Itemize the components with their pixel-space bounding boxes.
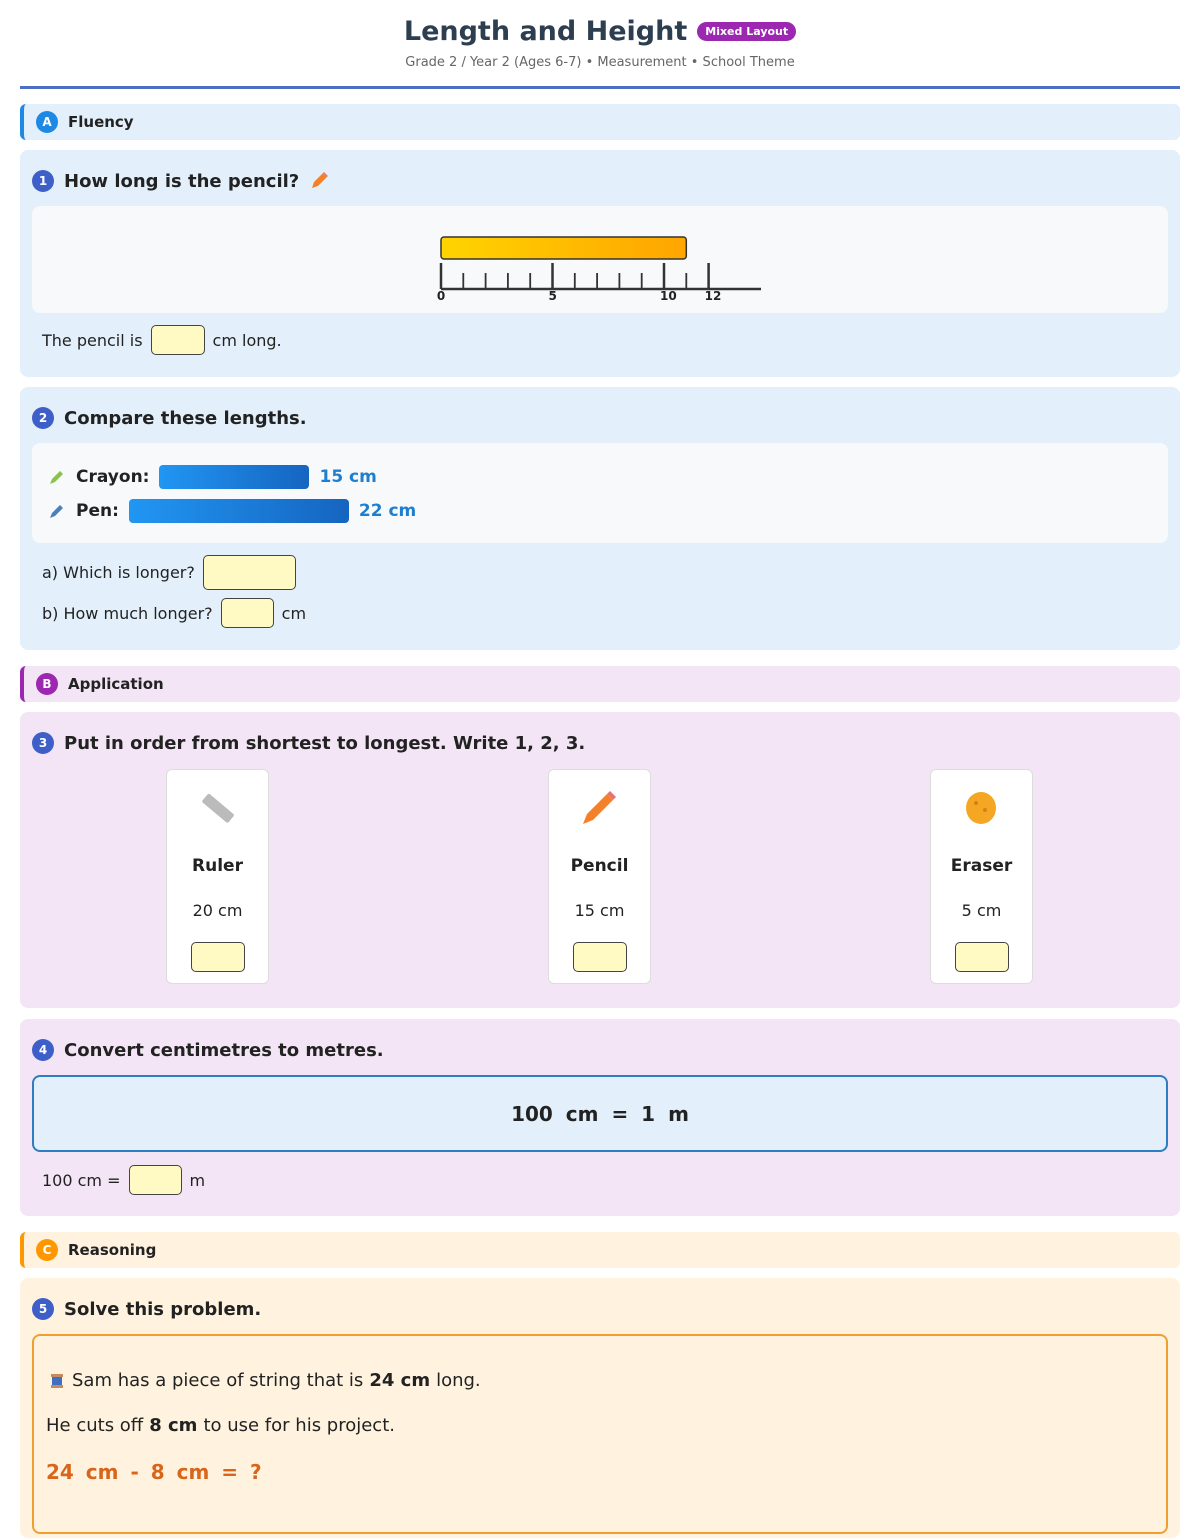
answer-suffix: cm long. <box>212 330 282 350</box>
pen-bar <box>129 499 349 523</box>
page-subtitle: Grade 2 / Year 2 (Ages 6-7) • Measurement • School Theme <box>405 55 795 70</box>
ruler-diagram <box>32 206 1168 313</box>
page-title: Length and Height <box>403 16 688 47</box>
ruler-tick-label: 12 <box>704 289 722 303</box>
page-header <box>20 0 1180 89</box>
question-title: Solve this problem. <box>64 1298 262 1320</box>
section-header-application <box>20 666 1180 702</box>
compare-panel <box>32 443 1168 543</box>
equation: 24 cm - 8 cm = ? <box>46 1460 262 1484</box>
question-number: 5 <box>32 1298 54 1320</box>
question-number: 2 <box>32 407 54 429</box>
answer-prefix: The pencil is <box>42 330 143 350</box>
pen-icon <box>48 502 66 520</box>
pencil-bar <box>441 237 686 259</box>
crayon-row: Crayon: 15 cm <box>48 465 377 489</box>
section-header-reasoning <box>20 1232 1180 1268</box>
question-1-card <box>20 150 1180 377</box>
section-label: Reasoning <box>68 1241 157 1259</box>
ruler-icon <box>197 788 237 828</box>
how-much-longer-input[interactable] <box>221 598 274 628</box>
ruler-tick-label: 0 <box>436 289 446 303</box>
order-input-pencil[interactable] <box>573 942 627 972</box>
order-input-ruler[interactable] <box>191 942 245 972</box>
section-label: Fluency <box>68 113 134 131</box>
crayon-icon <box>48 468 66 486</box>
question-3-card <box>20 712 1180 1008</box>
section-letter: A <box>36 111 58 133</box>
question-2-card: 2 Compare these lengths. Crayon: 15 cm Pen: 22 cm a) Which is longer? b) How much longer? cm <box>20 387 1180 650</box>
ruler-panel <box>32 206 1168 313</box>
section-label: Application <box>68 675 164 693</box>
question-title: Compare these lengths. <box>64 407 307 429</box>
item-card-ruler: Ruler 20 cm <box>166 769 269 984</box>
question-b: b) How much longer? <box>42 603 213 623</box>
word-problem-box: Sam has a piece of string that is 24 cm long. He cuts off 8 cm to use for his project. 24 cm - 8 cm = ? <box>32 1334 1168 1534</box>
sponge-eraser-icon <box>961 788 1001 828</box>
question-title: How long is the pencil? <box>64 170 300 192</box>
crayon-bar <box>159 465 309 489</box>
question-number: 4 <box>32 1039 54 1061</box>
thread-spool-icon <box>48 1372 66 1390</box>
section-header-fluency <box>20 104 1180 140</box>
item-card-pencil: Pencil 15 cm <box>548 769 651 984</box>
which-longer-input[interactable] <box>203 555 296 590</box>
metres-input[interactable] <box>129 1165 182 1195</box>
order-input-eraser[interactable] <box>955 942 1009 972</box>
ruler-tick-label: 10 <box>660 289 677 303</box>
question-number: 1 <box>32 170 54 192</box>
section-letter: C <box>36 1239 58 1261</box>
pencil-icon <box>309 171 329 191</box>
question-number: 3 <box>32 732 54 754</box>
question-a: a) Which is longer? <box>42 563 195 582</box>
question-title: Convert centimetres to metres. <box>64 1039 384 1061</box>
ruler-tick-label: 5 <box>548 289 557 303</box>
section-letter: B <box>36 673 58 695</box>
pencil-length-input[interactable] <box>151 325 205 355</box>
question-title: Put in order from shortest to longest. Write 1, 2, 3. <box>64 732 586 754</box>
item-card-eraser: Eraser 5 cm <box>930 769 1033 984</box>
pencil-icon <box>579 788 619 828</box>
pen-row: Pen: 22 cm <box>48 499 416 523</box>
conversion-fact: 100 cm = 1 m <box>32 1075 1168 1152</box>
question-4-card: 4 Convert centimetres to metres. 100 cm = 1 m 100 cm = m <box>20 1019 1180 1216</box>
question-5-card <box>20 1278 1180 1538</box>
layout-badge: Mixed Layout <box>697 22 796 41</box>
